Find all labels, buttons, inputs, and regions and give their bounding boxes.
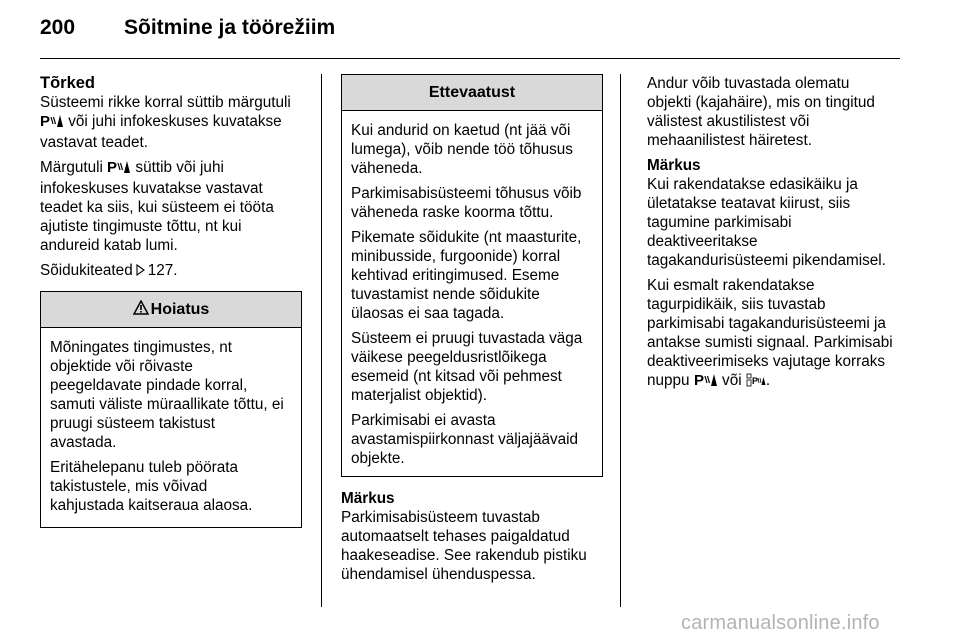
caution-header — [342, 75, 602, 111]
text-fragment: . — [765, 372, 771, 389]
text-line: Kui rakendatakse edasikäiku ja — [647, 176, 858, 193]
text-line: pruugi süsteem takistust — [50, 415, 215, 432]
warning-box — [40, 291, 302, 528]
text-line: vastavat teadet. — [40, 134, 148, 151]
text-line: tagurpidikäik, siis tuvastab — [647, 296, 826, 313]
caution-paragraph — [351, 184, 593, 222]
text-line: Eritähelepanu tuleb pöörata — [50, 459, 238, 476]
paragraph-sensor — [647, 74, 909, 150]
page-header — [40, 0, 900, 58]
text-line: avastada. — [50, 434, 117, 451]
text-line: objekti (kajahäire), mis on tingitud — [647, 94, 875, 111]
warning-triangle-icon — [133, 300, 149, 320]
caution-box — [341, 74, 603, 477]
warning-body — [41, 328, 301, 527]
text-fragment: süttib või juhi — [135, 159, 224, 176]
text-line: kahjustada kaitseraua alaosa. — [50, 497, 253, 514]
column-3 — [647, 74, 909, 398]
section-heading: Tõrked — [40, 74, 96, 92]
column-divider-2 — [620, 74, 621, 607]
column-1 — [40, 74, 302, 528]
text-line: Parkimisabisüsteemi tõhusus võib — [351, 185, 582, 202]
text-line: materjalist objektid). — [351, 387, 488, 404]
caution-paragraph — [351, 329, 593, 405]
text-line: Pikemate sõidukite (nt maasturite, — [351, 229, 582, 246]
text-line: haakeseadise. See rakendub pistiku — [341, 547, 587, 564]
text-line: ületatakse teatavat kiirust, siis — [647, 195, 851, 212]
text-line — [40, 261, 302, 281]
text-line: väikese peegeldusristlõikega — [351, 349, 547, 366]
text-line: automaatselt tehases paigaldatud — [341, 528, 570, 545]
text-line: antakse sumisti signaal. Parkimisabi — [647, 334, 893, 351]
text-fragment: nuppu — [647, 372, 690, 389]
text-line — [40, 158, 302, 179]
text-line: infokeskuses kuvatakse vastavat — [40, 180, 263, 197]
text-line: parkimisabi tagakandurisüsteemi ja — [647, 315, 886, 332]
text-line: andureid katab lumi. — [40, 237, 178, 254]
text-line — [40, 112, 302, 133]
text-line: minibusside, furgoonide) korral — [351, 248, 561, 265]
caution-title: Ettevaatust — [428, 84, 516, 101]
text-line: tagumine parkimisabi — [647, 214, 792, 231]
text-line: esemeid (nt kitsad või pehmest — [351, 368, 562, 385]
text-line: kehtivad eritingimused. Eseme — [351, 267, 560, 284]
page-title: Sõitmine ja töörežiim — [124, 16, 336, 39]
text-line: Süsteemi rikke korral süttib märgutuli — [40, 94, 291, 111]
text-fragment: Sõidukiteated — [40, 262, 133, 279]
text-line: peegeldavate pindade korral, — [50, 377, 248, 394]
warning-paragraph — [50, 458, 292, 515]
park-assist-icon — [40, 113, 64, 133]
note-title: Märkus — [341, 490, 395, 507]
note-paragraph — [341, 508, 603, 584]
warning-paragraph — [50, 338, 292, 452]
text-line — [647, 371, 909, 392]
text-line: väheneda. — [351, 160, 423, 177]
text-line: mehaanilistest häiretest. — [647, 132, 812, 149]
text-line: Kui andurid on kaetud (nt jää või — [351, 122, 571, 139]
note-paragraph — [647, 175, 909, 270]
text-line: Kui esmalt rakendatakse — [647, 277, 815, 294]
paragraph-reference — [40, 261, 302, 281]
park-assist-icon — [694, 372, 718, 392]
text-line: objekte. — [351, 450, 405, 467]
text-line: ühendamisel ühenduspessa. — [341, 566, 536, 583]
text-line: objektide või rõivaste — [50, 358, 193, 375]
svg-text:P: P — [107, 159, 118, 174]
spacer — [341, 477, 603, 489]
caution-paragraph — [351, 411, 593, 468]
text-line: teadet ka siis, kui süsteem ei tööta — [40, 199, 274, 216]
text-line: samuti väliste müraallikate tõttu, ei — [50, 396, 284, 413]
svg-text:P: P — [40, 113, 51, 128]
text-line: Parkimisabi ei avasta — [351, 412, 496, 429]
text-line: takistustele, mis võivad — [50, 478, 208, 495]
text-line: lumega), võib nende töö tõhusus — [351, 141, 573, 158]
note-title: Märkus — [647, 157, 701, 174]
text-line: tuvastamist nende sõidukite — [351, 286, 540, 303]
paragraph-indicator — [40, 158, 302, 255]
text-line: Süsteem ei pruugi tuvastada väga — [351, 330, 583, 347]
page-reference-link[interactable]: 127. — [147, 262, 178, 279]
text-line: Mõningates tingimustes, nt — [50, 339, 232, 356]
warning-title: Hoiatus — [150, 301, 210, 318]
caution-paragraph — [351, 121, 593, 178]
column-divider-1 — [321, 74, 322, 607]
page-reference-icon — [135, 262, 146, 281]
watermark: carmanualsonline.info — [681, 612, 880, 634]
paragraph-reverse — [647, 276, 909, 392]
svg-text:P: P — [751, 376, 758, 386]
text-line: välistest akustilistest või — [647, 113, 810, 130]
warning-header — [41, 292, 301, 328]
text-line: deaktiveerimiseks vajutage korraks — [647, 353, 886, 370]
text-line: avastamispiirkonnast väljajäävaid — [351, 431, 579, 448]
svg-text:P: P — [693, 372, 704, 387]
text-fragment: või — [722, 372, 742, 389]
header-rule — [40, 58, 900, 59]
text-fragment: Märgutuli — [40, 159, 103, 176]
paragraph-failure — [40, 93, 302, 152]
text-fragment: või juhi infokeskuses kuvatakse — [68, 113, 282, 130]
caution-paragraph — [351, 228, 593, 323]
text-line: deaktiveeritakse — [647, 233, 758, 250]
column-2 — [341, 74, 603, 590]
text-line: Andur võib tuvastada olematu — [647, 75, 850, 92]
park-assist-button-icon — [746, 373, 766, 392]
park-assist-icon — [107, 159, 131, 179]
page-number: 200 — [40, 16, 76, 39]
text-line: ülaosas ei saa tagada. — [351, 305, 505, 322]
text-line: tagakandurisüsteemi pikendamisel. — [647, 252, 886, 269]
text-line: Parkimisabisüsteem tuvastab — [341, 509, 540, 526]
caution-body — [342, 111, 602, 476]
text-line: ajutiste tingimuste tõttu, nt kui — [40, 218, 242, 235]
text-line: väheneda raske koorma tõttu. — [351, 204, 554, 221]
